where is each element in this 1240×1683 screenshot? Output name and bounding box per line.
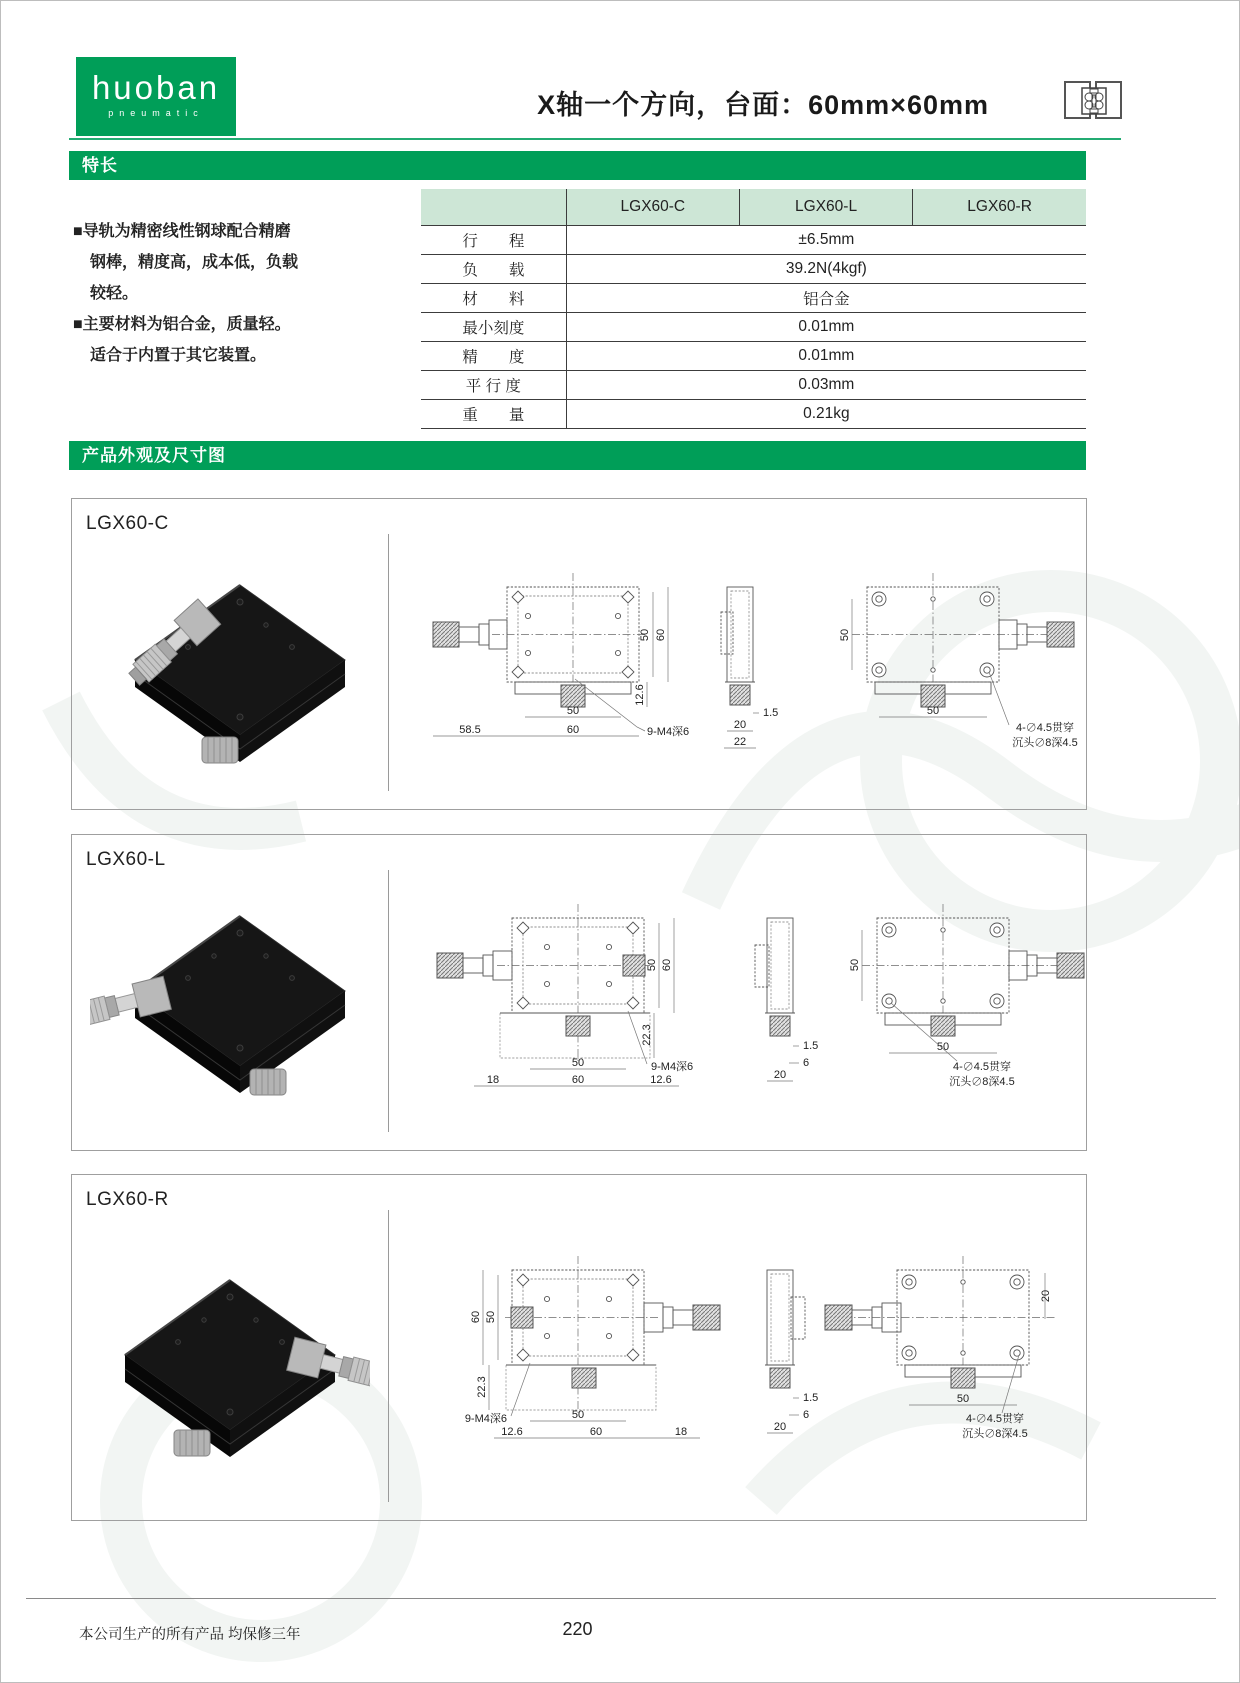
section-title: 产品外观及尺寸图 <box>82 446 226 465</box>
dim-label: 60 <box>566 724 580 736</box>
dimension-drawing-lgx60-r <box>397 1215 1087 1505</box>
dim-label: 60 <box>661 958 673 972</box>
slider-knob <box>202 737 238 763</box>
spec-row-value: 铝合金 <box>566 283 1086 312</box>
panel-model-label: LGX60-L <box>86 849 166 870</box>
spec-header-model: LGX60-R <box>913 189 1086 225</box>
product-panel-lgx60-r <box>71 1174 1087 1521</box>
side-view <box>755 918 818 1081</box>
dim-label: 20 <box>773 1069 787 1081</box>
panel-divider <box>388 1210 389 1502</box>
dim-label: 12.6 <box>650 1074 672 1086</box>
spec-row-label: 最小刻度 <box>421 312 566 341</box>
dim-label: 20 <box>773 1421 787 1433</box>
stage-photo <box>125 1280 370 1457</box>
spec-row <box>421 370 1086 399</box>
spec-row-value: 0.03mm <box>566 370 1086 399</box>
product-photo-lgx60-l <box>90 871 370 1121</box>
dim-label: 50 <box>646 958 658 972</box>
spec-header-empty <box>421 189 566 225</box>
dim-label: 50 <box>571 1409 585 1421</box>
dimension-drawing-lgx60-c <box>397 527 1087 797</box>
dim-label: 50 <box>639 628 651 642</box>
dim-label: 9-M4深6 <box>464 1413 507 1425</box>
dim-label: 18 <box>486 1074 500 1086</box>
stage-photo <box>123 585 345 763</box>
spec-row <box>421 225 1086 254</box>
dim-label: 6 <box>803 1057 810 1069</box>
dim-label: 1.5 <box>763 707 779 719</box>
dim-label: 1.5 <box>803 1392 819 1404</box>
spec-row <box>421 341 1086 370</box>
section-header-features <box>69 151 1086 180</box>
dim-label: 60 <box>655 628 667 642</box>
dim-label: 4-∅4.5贯穿 <box>1015 722 1075 734</box>
feature-line: ■导轨为精密线性钢球配合精磨 <box>73 223 291 240</box>
bearing-section-icon <box>1081 87 1107 115</box>
dimension-drawing-lgx60-l <box>397 863 1087 1133</box>
dim-label: 50 <box>571 1057 585 1069</box>
footer-divider <box>26 1598 1216 1599</box>
bottom-view <box>839 573 1078 749</box>
dim-label: 1.5 <box>803 1040 819 1052</box>
feature-line: ■主要材料为铝合金，质量轻。 <box>73 316 291 333</box>
dim-label: 60 <box>470 1310 482 1324</box>
spec-row-label: 平 行 度 <box>421 370 566 399</box>
product-photo-lgx60-c <box>90 535 370 785</box>
dim-label: 12.6 <box>501 1426 523 1438</box>
spec-row-label: 精 度 <box>421 341 566 370</box>
dim-label: 沉头∅8深4.5 <box>949 1076 1015 1088</box>
bottom-view <box>825 1256 1057 1440</box>
dim-label: 18 <box>674 1426 688 1438</box>
dim-label: 50 <box>849 958 861 972</box>
front-view <box>437 904 693 1086</box>
spec-row-value: 0.21kg <box>566 399 1086 428</box>
dim-label: 9-M4深6 <box>651 1061 694 1073</box>
logo-subtext: pneumatic <box>108 108 204 118</box>
dim-label: 沉头∅8深4.5 <box>962 1428 1028 1440</box>
bottom-view <box>849 904 1084 1088</box>
spec-row <box>421 399 1086 428</box>
dim-label: 4-∅4.5贯穿 <box>952 1061 1012 1073</box>
page-title: X轴一个方向，台面：60mm×60mm <box>537 90 989 120</box>
spec-row <box>421 254 1086 283</box>
spec-header-row <box>421 189 1086 225</box>
stage-photo <box>90 916 345 1095</box>
feature-line: 钢棒，精度高，成本低，负载 <box>90 254 299 271</box>
spec-row-value: 0.01mm <box>566 312 1086 341</box>
spec-row-label: 负 载 <box>421 254 566 283</box>
brand-logo <box>76 57 236 136</box>
spec-row-label: 行 程 <box>421 225 566 254</box>
section-title: 特长 <box>82 156 118 175</box>
dim-label: 20 <box>1040 1289 1052 1303</box>
spec-header-model: LGX60-L <box>739 189 912 225</box>
product-panel-lgx60-c <box>71 498 1087 810</box>
features-list <box>73 216 393 371</box>
dim-label: 50 <box>926 705 940 717</box>
dim-label: 22.3 <box>476 1376 488 1398</box>
feature-line: 较轻。 <box>90 285 139 302</box>
header-divider <box>69 138 1121 140</box>
dim-label: 12.6 <box>634 684 646 706</box>
slider-knob <box>250 1069 286 1095</box>
dim-label: 4-∅4.5贯穿 <box>965 1413 1025 1425</box>
stage-type-indicator <box>1064 81 1124 121</box>
product-panel-lgx60-l <box>71 834 1087 1151</box>
dim-label: 50 <box>566 705 580 717</box>
spec-header-model: LGX60-C <box>566 189 739 225</box>
dim-label: 58.5 <box>459 724 481 736</box>
dim-label: 60 <box>589 1426 603 1438</box>
panel-divider <box>388 534 389 791</box>
dim-label: 50 <box>839 628 851 642</box>
dim-label: 沉头∅8深4.5 <box>1012 737 1078 749</box>
spec-row-value: 0.01mm <box>566 341 1086 370</box>
spec-row-label: 材 料 <box>421 283 566 312</box>
logo-text: huoban <box>91 69 221 106</box>
feature-line: 适合于内置于其它装置。 <box>90 347 267 364</box>
side-view <box>765 1270 818 1433</box>
spec-row <box>421 283 1086 312</box>
dim-label: 50 <box>956 1393 970 1405</box>
spec-row-value: ±6.5mm <box>566 225 1086 254</box>
section-header-dimensions <box>69 441 1086 470</box>
dim-label: 20 <box>733 719 747 731</box>
dim-label: 6 <box>803 1409 810 1421</box>
dim-label: 9-M4深6 <box>647 726 690 738</box>
dim-label: 22 <box>733 736 747 748</box>
spec-row-label: 重 量 <box>421 399 566 428</box>
spec-row-value: 39.2N(4kgf) <box>566 254 1086 283</box>
dim-label: 50 <box>936 1041 950 1053</box>
spec-row <box>421 312 1086 341</box>
panel-model-label: LGX60-R <box>86 1189 169 1210</box>
front-view <box>433 573 689 738</box>
product-photo-lgx60-r <box>90 1230 370 1490</box>
dim-label: 50 <box>485 1310 497 1324</box>
dim-label: 60 <box>571 1074 585 1086</box>
panel-model-label: LGX60-C <box>86 513 169 534</box>
front-view <box>465 1256 720 1438</box>
slider-knob <box>174 1430 210 1456</box>
side-view <box>721 587 778 748</box>
dim-label: 22.3 <box>641 1024 653 1046</box>
page-number: 220 <box>562 1619 593 1639</box>
panel-divider <box>388 870 389 1132</box>
footer-warranty-text: 本公司生产的所有产品 均保修三年 <box>79 1627 301 1643</box>
spec-table <box>421 189 1086 429</box>
